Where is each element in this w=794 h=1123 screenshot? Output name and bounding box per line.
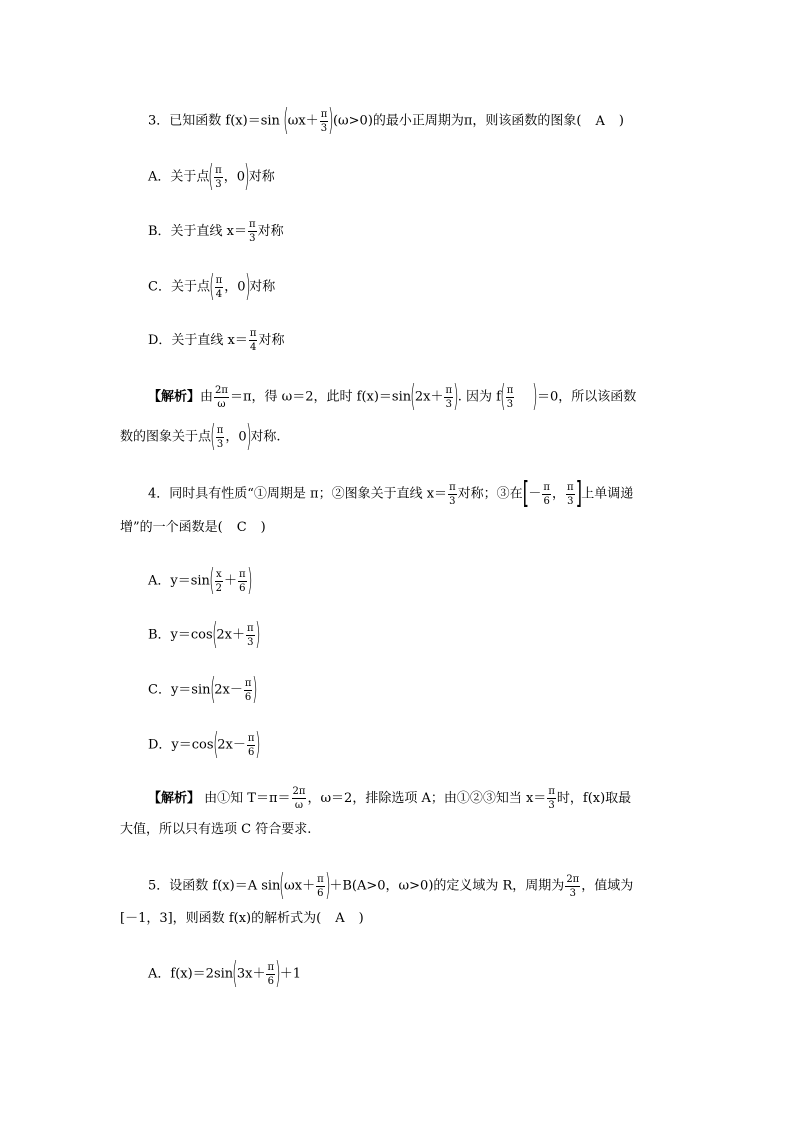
q4-option-a: A．y＝sin( $\frac{x}{2}$ ＋ $\frac{\pi}{6}$ ) bbox=[148, 563, 253, 598]
q3-stem: 3．已知函数 f(x)＝sin (ωx＋ $\frac{\pi}{3}$ )(ω>0)的最小正周期为π，则该函数的图象( A ) bbox=[148, 103, 624, 138]
q4-solution-line1: 【解析】 由①知 T＝π＝ $\frac{2\pi}{\omega}$ ，ω＝2，排除选项 A；由①②③知当 x＝ $\frac{\pi}{3}$ 时，f(x)取最 bbox=[148, 786, 632, 811]
q5-stem-line1: 5．设函数 f(x)＝A sin(ωx＋ $\frac{\pi}{6}$ )＋B(A>0，ω>0)的定义域为 R，周期为 $\frac{2\pi}{3}$ ，值域为 bbox=[148, 868, 634, 903]
q3-answer: A bbox=[595, 113, 605, 129]
q5-stem-line2: [－1，3]，则函数 f(x)的解析式为( A ) bbox=[120, 909, 364, 929]
q3-solution-line2: 数的图象关于点( $\frac{\pi}{3}$ ，0)对称. bbox=[120, 419, 281, 454]
q3-option-d: D．关于直线 x＝ $\frac{\pi}{4}$ 对称 bbox=[148, 328, 285, 353]
q4-option-c: C．y＝sin(2x－ $\frac{\pi}{6}$ ) bbox=[148, 672, 258, 707]
q3-option-b: B．关于直线 x＝ $\frac{\pi}{3}$ 对称 bbox=[148, 219, 284, 244]
q3-solution-line1: 【解析】由 $\frac{2\pi}{\omega}$ ＝π，得 ω＝2，此时 f(x)＝sin(2x＋ $\frac{\pi}{3}$ ). 因为 f( $\frac{\pi}{3}$ )＝0，所以该函数 bbox=[148, 379, 637, 414]
q5-option-a: A．f(x)＝2sin(3x＋ $\frac{\pi}{6}$ )＋1 bbox=[148, 956, 302, 991]
q4-solution-line2: 大值，所以只有选项 C 符合要求. bbox=[120, 822, 312, 837]
q4-answer: C bbox=[236, 520, 247, 535]
q4-solution-label: 【解析】 bbox=[148, 791, 201, 806]
q3-solution-label: 【解析】 bbox=[148, 389, 201, 405]
q4-option-b: B．y＝cos(2x＋ $\frac{\pi}{3}$ ) bbox=[148, 617, 261, 652]
q5-answer: A bbox=[335, 911, 345, 926]
q4-option-d: D．y＝cos(2x－ $\frac{\pi}{6}$ ) bbox=[148, 727, 261, 762]
q3-option-a: A．关于点( $\frac{\pi}{3}$ ，0)对称 bbox=[148, 159, 275, 194]
q3-option-c: C．关于点( $\frac{\pi}{4}$ ，0)对称 bbox=[148, 269, 276, 304]
q4-stem-line2: 增”的一个函数是( C ) bbox=[120, 518, 266, 538]
q4-stem-line1: 4．同时具有性质“①周期是 π；②图象关于直线 x＝ $\frac{\pi}{3}$ 对称；③在[－ $\frac{\pi}{6}$ ， $\frac{\pi}{3}$ ]上单调递 bbox=[148, 476, 634, 511]
